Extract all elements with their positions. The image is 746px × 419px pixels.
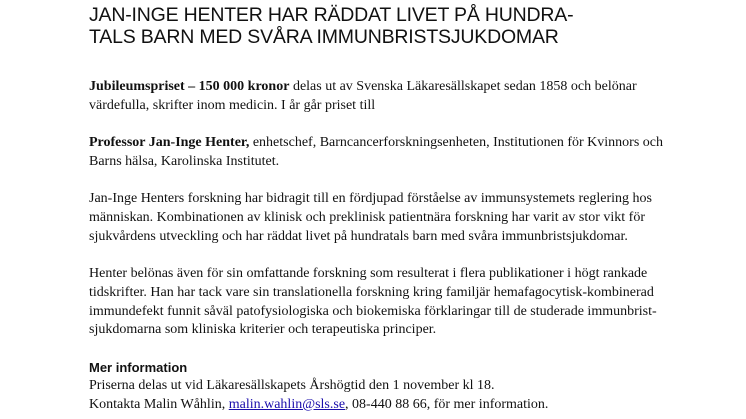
publications-line: sjukdomarna som kliniska kriterier och terapeutiska principer. [89,322,437,338]
title-line-1: JAN-INGE HENTER HAR RÄDDAT LIVET PÅ HUNDRA- [89,4,574,26]
more-info-paragraph [89,377,689,415]
intro-line-1-rest: delas ut av Svenska Läkaresällskapet sedan 1858 och belönar [289,79,637,94]
recipient-line-2: Barns hälsa, Karolinska Institutet. [89,153,280,169]
intro-line-1 [89,78,689,97]
research-line: människan. Kombinationen av klinisk och preklinisk patientnära forskning har varit av stor vikt för [89,209,645,225]
intro-paragraph [89,78,689,116]
publications-paragraph [89,265,689,340]
title-line-2: TALS BARN MED SVÅRA IMMUNBRISTSJUKDOMAR [89,26,559,48]
document-title [89,4,689,48]
ceremony-line: Priserna delas ut vid Läkaresällskapets Årshögtid den 1 november kl 18. [89,377,495,393]
document-page [89,4,689,414]
contact-prefix: Kontakta Malin Wåhlin, [89,396,229,412]
publications-line: immundefekt funnit såväl patofysiologiska och biokemiska förklaringar till de studerade immunbrist- [89,303,657,319]
recipient-name: Professor Jan-Inge Henter, [89,135,250,151]
intro-line-2: värdefulla, skrifter inom medicin. I år går priset till [89,97,376,113]
recipient-line-1-rest: enhetschef, Barncancerforskningsenheten, Institutionen för Kvinnors och [249,135,663,151]
contact-line [89,396,689,415]
more-info-heading: Mer information [89,359,188,375]
email-link[interactable]: malin.wahlin@sls.se [228,396,346,412]
research-paragraph [89,190,689,246]
prize-amount: Jubileumspriset – 150 000 kronor [89,79,290,94]
contact-suffix: , 08-440 88 66, för mer information. [345,396,549,412]
publications-line: tidskrifter. Han har tack vare sin translationella forskning kring familjär hemafagocytisk-kombinerad [89,284,654,300]
research-line: Jan-Inge Henters forskning har bidragit till en fördjupad förståelse av immunsystemets reglering hos [89,191,652,207]
recipient-paragraph [89,134,689,172]
recipient-line-1 [89,134,689,153]
research-line: sjukvårdens utveckling och har räddat livet på hundratals barn med svåra immunbristsjukdomar. [89,228,628,244]
publications-line: Henter belönas även för sin omfattande forskning som resulterat i flera publikationer i högt rankade [89,266,648,282]
